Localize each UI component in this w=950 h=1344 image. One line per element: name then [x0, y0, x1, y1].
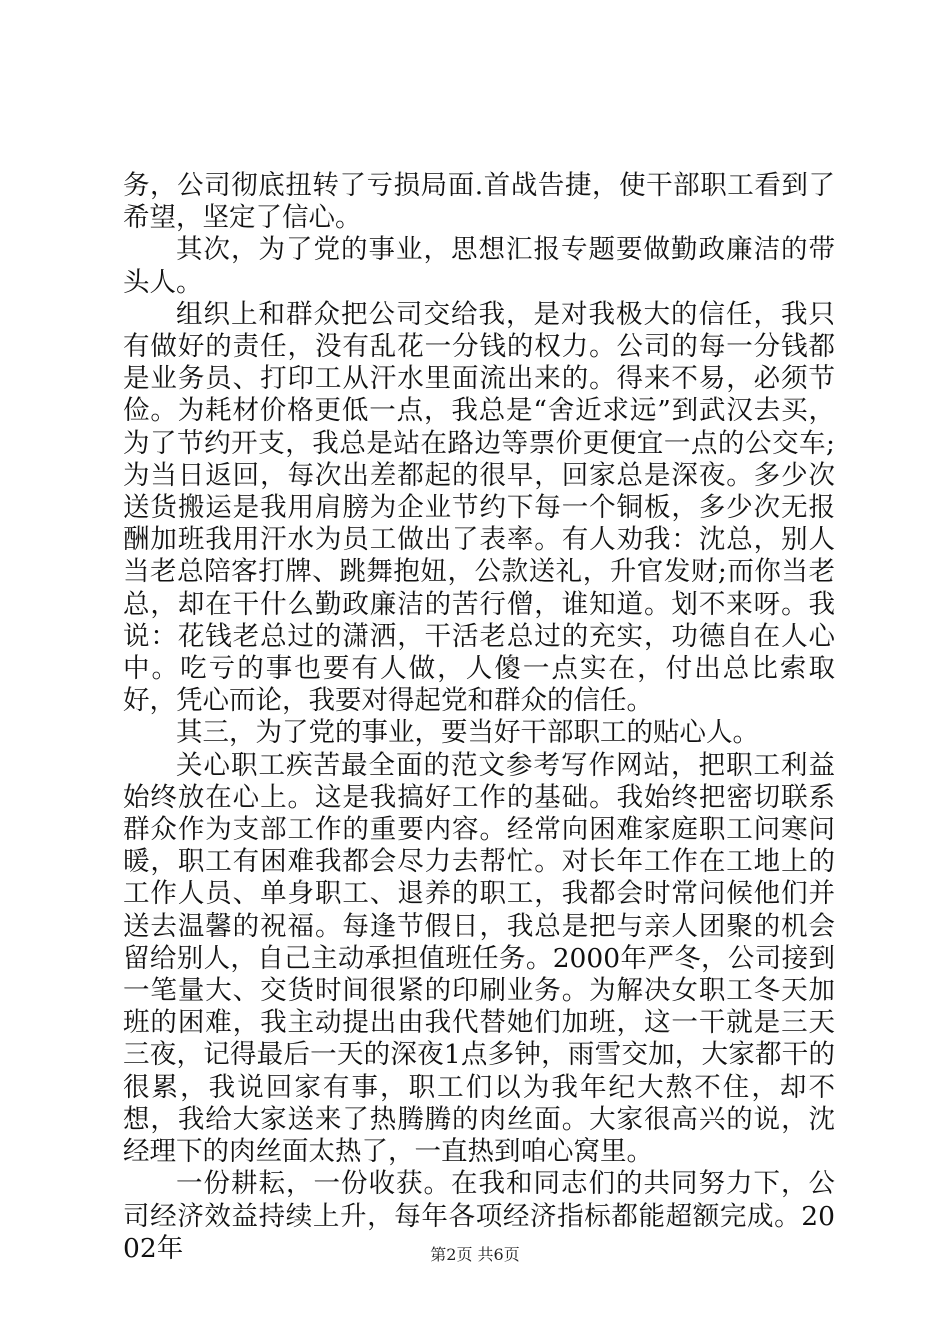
document-body	[123, 170, 835, 1265]
paragraph-4: 其三，为了党的事业，要当好干部职工的贴心人。	[176, 717, 759, 749]
paragraph-2: 其次，为了党的事业，思想汇报专题要做勤政廉洁的带头人。	[123, 234, 835, 298]
paragraph-3: 组织上和群众把公司交给我，是对我极大的信任，我只有做好的责任，没有乱花一分钱的权力。公司的每一分钱都是业务员、打印工从汗水里面流出来的。得来不易，必须节俭。为耗材价格更低一点，我总是“舍近求远”到武汉去买，为了节约开支，我总是站在路边等票价更便宜一点的公交车;为当日返回，每次出差都起的很早，回家总是深夜。多少次送货搬运是我用肩膀为企业节约下每一个铜板，多少次无报酬加班我用汗水为员工做出了表率。有人劝我：沈总，别人当老总陪客打牌、跳舞抱妞，公款送礼，升官发财;而你当老总，却在干什么勤政廉洁的苦行僧，谁知道。划不来呀。我说：花钱老总过的潇洒，干活老总过的充实，功德自在人心中。吃亏的事也要有人做，人傻一点实在，付出总比索取好，凭心而论，我要对得起党和群众的信任。	[123, 298, 835, 717]
page-footer: 第2页 共6页	[430, 1245, 520, 1264]
paragraph-5: 关心职工疾苦最全面的范文参考写作网站，把职工利益始终放在心上。这是我搞好工作的基础。我始终把密切联系群众作为支部工作的重要内容。经常向困难家庭职工问寒问暖，职工有困难我都会尽力去帮忙。对长年工作在工地上的工作人员、单身职工、退养的职工，我都会时常问候他们并送去温馨的祝福。每逢节假日，我总是把与亲人团聚的机会留给别人，自己主动承担值班任务。2000年严冬，公司接到一笔量大、交货时间很紧的印刷业务。为解决女职工冬天加班的困难，我主动提出由我代替她们加班，这一干就是三天三夜，记得最后一天的深夜1点多钟，雨雪交加，大家都干的很累，我说回家有事，职工们以为我年纪大熬不住，却不想，我给大家送来了热腾腾的肉丝面。大家很高兴的说，沈经理下的肉丝面太热了，一直热到咱心窝里。	[123, 749, 835, 1168]
paragraph-6: 一份耕耘，一份收获。在我和同志们的共同努力下，公司经济效益持续上升，每年各项经济指标都能超额完成。2002年	[123, 1168, 835, 1264]
paragraph-1: 务，公司彻底扭转了亏损局面.首战告捷，使干部职工看到了希望，坚定了信心。	[123, 170, 835, 234]
